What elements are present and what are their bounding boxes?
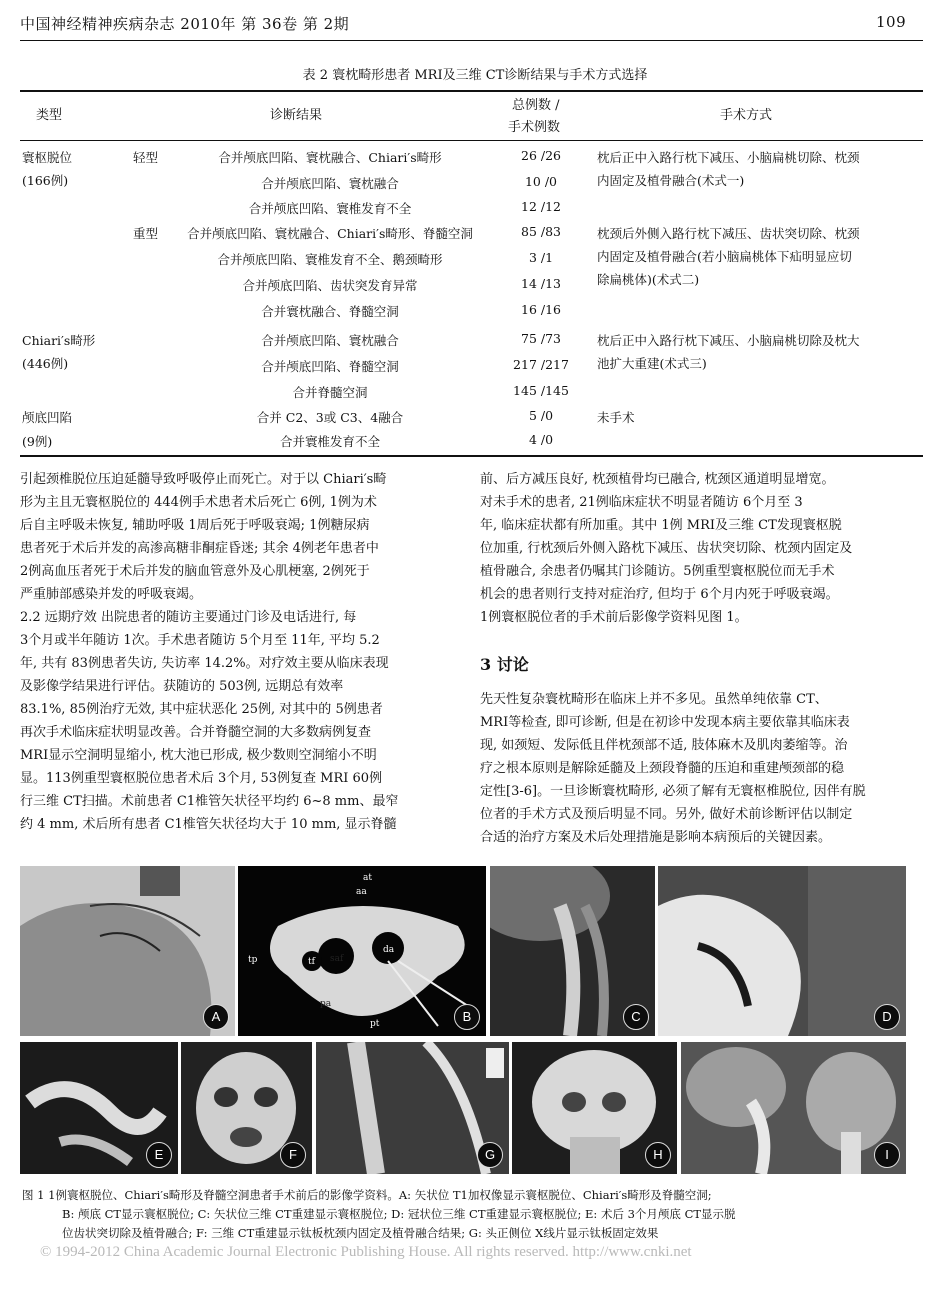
left-column — [20, 468, 460, 836]
label-da: da — [383, 945, 395, 955]
panel-label-f: F — [280, 1142, 306, 1168]
table-cell-count: 26 /26 — [521, 148, 561, 163]
text-line: 疗之根本原则是解除延髓及上颈段脊髓的压迫和重建颅颈部的稳 — [480, 761, 845, 776]
text-line: 2.2 远期疗效 出院患者的随访主要通过门诊及电话进行, 每 — [20, 610, 357, 625]
text-line: 患者死于术后并发的高渗高糖非酮症昏迷; 其余 4例老年患者中 — [20, 541, 379, 556]
text-line: 机会的患者则行支持对症治疗, 但均于 6个月内死于呼吸衰竭。 — [480, 587, 839, 602]
table-row: 合并颅底凹陷、寰枕融合、Chiari′s畸形、脊髓空洞 — [187, 226, 473, 241]
panel-label-b: B — [454, 1004, 480, 1030]
subgroup-severe: 重型 — [133, 226, 159, 241]
figure-panel-i — [681, 1042, 906, 1174]
caption-line: 图 1 1例寰枢脱位、Chiari′s畸形及脊髓空洞患者手术前后的影像学资料。A: 矢状位 T1加权像显示寰枢脱位、Chiari′s畸形及脊髓空洞; — [22, 1188, 712, 1202]
table-row: 合并寰椎发育不全 — [279, 434, 380, 449]
figure-panel-g — [316, 1042, 509, 1174]
header-rule — [20, 40, 923, 41]
panel-label-a: A — [203, 1004, 229, 1030]
table-cell-count: 10 /0 — [524, 174, 558, 189]
text-line: 合适的治疗方案及术后处理措施是影响本病预后的关键因素。 — [480, 830, 832, 845]
text-line: 定性[3-6]。一旦诊断寰枕畸形, 必须了解有无寰枢椎脱位, 因伴有脱 — [480, 784, 866, 799]
text-line: MRI显示空洞明显缩小, 枕大池已形成, 极少数则空洞缩小不明 — [20, 748, 377, 763]
table-row: 合并颅底凹陷、寰椎发育不全 — [248, 201, 412, 216]
figure-panel-d — [658, 866, 906, 1036]
figure-panel-c — [490, 866, 655, 1036]
skull-base-ct — [238, 866, 486, 1036]
table-cell-count: 217 /217 — [513, 357, 569, 372]
table-bottom-rule — [20, 455, 923, 457]
table-row: 合并颅底凹陷、寰椎发育不全、鹅颈畸形 — [217, 252, 443, 267]
table-row: 合并颅底凹陷、齿状突发育异常 — [242, 278, 418, 293]
label-at: at — [363, 873, 372, 883]
figure-panel-e — [20, 1042, 178, 1174]
surgery-method-1: 枕后正中入路行枕下减压、小脑扁桃切除、枕颈 — [597, 150, 860, 165]
label-aa: aa — [356, 887, 367, 897]
figure-panel-f — [181, 1042, 312, 1174]
text-line: 显。113例重型寰枢脱位患者术后 3个月, 53例复查 MRI 60例 — [20, 771, 383, 786]
figure-panel-h — [512, 1042, 677, 1174]
text-line: 3个月或半年随访 1次。手术患者随访 5个月至 11年, 平均 5.2 — [20, 633, 380, 648]
surgery-method-2: 枕颈后外侧入路行枕下减压、齿状突切除、枕颈 — [597, 226, 860, 241]
text-line: 及影像学结果进行评估。获随访的 503例, 远期总有效率 — [20, 679, 344, 694]
page-number: 109 — [876, 13, 907, 31]
panel-label-g: G — [477, 1142, 503, 1168]
col-header-surgery: 手术方式 — [720, 108, 773, 123]
surgery-method-3: 枕后正中入路行枕下减压、小脑扁桃切除及枕大 — [597, 333, 860, 348]
group-atlantoaxial-n: (166例) — [22, 173, 69, 188]
table-cell-count: 145 /145 — [513, 383, 569, 398]
table-cell-count: 14 /13 — [521, 276, 561, 291]
table-row: 合并寰枕融合、脊髓空洞 — [261, 304, 399, 319]
panel-label-i: I — [874, 1142, 900, 1168]
table-cell-count: 75 /73 — [521, 331, 561, 346]
text-line: 先天性复杂寰枕畸形在临床上并不多见。虽然单纯依靠 CT、 — [480, 692, 828, 707]
table-row: 合并颅底凹陷、寰枕融合、Chiari′s畸形 — [218, 150, 442, 165]
table-cell-count: 16 /16 — [521, 302, 561, 317]
label-tf: tf — [308, 957, 315, 967]
right-column-bottom — [480, 688, 920, 849]
text-line: MRI等检查, 即可诊断, 但是在初诊中发现本病主要依靠其临床表 — [480, 715, 850, 730]
text-line: 后自主呼吸未恢复, 辅助呼吸 1周后死于呼吸衰竭; 1例糖尿病 — [20, 518, 370, 533]
right-column-top — [480, 468, 920, 629]
table-row: 合并颅底凹陷、寰枕融合 — [261, 176, 399, 191]
table-cell-count: 12 /12 — [521, 199, 561, 214]
text-line: 年, 共有 83例患者失访, 失访率 14.2%。对疗效主要从临床表现 — [20, 656, 389, 671]
group-chiari: Chiari′s畸形 — [22, 333, 96, 348]
col-header-count: 总例数 / — [512, 98, 560, 113]
text-line: 位加重, 行枕颈后外侧入路枕下减压、齿状突切除、枕颈内固定及 — [480, 541, 853, 556]
surgery-method-2b: 内固定及植骨融合(若小脑扁桃体下疝明显应切 — [597, 249, 852, 264]
figure-panel-a — [20, 866, 235, 1036]
text-line: 行三维 CT扫描。术前患者 C1椎管矢状径平均约 6~8 mm、最窄 — [20, 794, 399, 809]
table-header-rule — [20, 140, 923, 141]
panel-label-c: C — [623, 1004, 649, 1030]
group-basilar: 颅底凹陷 — [22, 410, 73, 425]
figure-panel-b — [238, 866, 486, 1036]
table-row: 合并颅底凹陷、寰枕融合 — [261, 333, 399, 348]
panel-label-d: D — [874, 1004, 900, 1030]
text-line: 年, 临床症状都有所加重。其中 1例 MRI及三维 CT发现寰枢脱 — [480, 518, 842, 533]
label-pa: pa — [320, 999, 332, 1009]
text-line: 形为主且无寰枢脱位的 444例手术患者术后死亡 6例, 1例为术 — [20, 495, 377, 510]
text-line: 约 4 mm, 术后所有患者 C1椎管矢状径均大于 10 mm, 显示脊髓 — [20, 817, 397, 832]
copyright-footer: © 1994-2012 China Academic Journal Electronic Publishing House. All rights reserved. http://www.cnki.net — [40, 1244, 692, 1260]
group-atlantoaxial: 寰枢脱位 — [22, 150, 73, 165]
surgery-none: 未手术 — [597, 410, 635, 425]
table-top-rule — [20, 90, 923, 92]
caption-line: 位齿状突切除及植骨融合; F: 三维 CT重建显示钛板枕颈内固定及植骨融合结果; G: 头正侧位 X线片显示钛板固定效果 — [62, 1226, 659, 1240]
surgery-method-3b: 池扩大重建(术式三) — [597, 356, 707, 371]
label-tp: tp — [248, 955, 258, 965]
xray-lateral-frontal — [681, 1042, 906, 1174]
table-row: 合并颅底凹陷、脊髓空洞 — [261, 359, 399, 374]
caption-line: B: 颅底 CT显示寰枢脱位; C: 矢状位三维 CT重建显示寰枢脱位; D: 冠状位三维 CT重建显示寰枢脱位; E: 术后 3个月颅底 CT显示脱 — [62, 1207, 736, 1221]
coronal-3d-ct — [658, 866, 906, 1036]
text-line: 引起颈椎脱位压迫延髓导致呼吸停止而死亡。对于以 Chiari′s畸 — [20, 472, 387, 487]
table-row: 合并脊髓空洞 — [292, 385, 368, 400]
text-line: 植骨融合, 余患者仍嘱其门诊随访。5例重型寰枢脱位而无手术 — [480, 564, 835, 579]
col-header-diagnosis: 诊断结果 — [270, 108, 323, 123]
table-title: 表 2 寰枕畸形患者 MRI及三维 CT诊断结果与手术方式选择 — [302, 68, 648, 83]
table-cell-count: 4 /0 — [528, 432, 554, 447]
section-title-discussion: 3 讨论 — [480, 655, 529, 674]
group-basilar-n: (9例) — [22, 434, 53, 449]
text-line: 再次手术临床症状明显改善。合并脊髓空洞的大多数病例复查 — [20, 725, 372, 740]
surgery-method-2c: 除扁桃体)(术式二) — [597, 272, 700, 287]
text-line: 现, 如颈短、发际低且伴枕颈部不适, 肢体麻木及肌肉萎缩等。治 — [480, 738, 848, 753]
text-line: 83.1%, 85例治疗无效, 其中症状恶化 25例, 对其中的 5例患者 — [20, 702, 383, 717]
panel-label-e: E — [146, 1142, 172, 1168]
text-line: 1例寰枢脱位者的手术前后影像学资料见图 1。 — [480, 610, 748, 625]
text-line: 2例高血压者死于术后并发的脑血管意外及心肌梗塞, 2例死于 — [20, 564, 370, 579]
table-cell-count: 85 /83 — [521, 224, 561, 239]
panel-label-h: H — [645, 1142, 671, 1168]
text-line: 严重肺部感染并发的呼吸衰竭。 — [20, 587, 203, 602]
subgroup-mild: 轻型 — [133, 150, 159, 165]
col-header-count-2: 手术例数 — [508, 120, 561, 135]
head-sagittal-photo — [20, 866, 235, 1036]
table-cell-count: 3 /1 — [528, 250, 554, 265]
table-row: 合并 C2、3或 C3、4融合 — [256, 410, 404, 425]
text-line: 位者的手术方式及预后明显不同。另外, 做好术前诊断评估以制定 — [480, 807, 853, 822]
journal-header: 中国神经精神疾病杂志 2010年 第 36卷 第 2期 — [20, 15, 350, 33]
text-line: 对未手术的患者, 21例临床症状不明显者随访 6个月至 3 — [480, 495, 803, 510]
group-chiari-n: (446例) — [22, 356, 69, 371]
surgery-method-1b: 内固定及植骨融合(术式一) — [597, 173, 745, 188]
text-line: 前、后方减压良好, 枕颈植骨均已融合, 枕颈区通道明显增宽。 — [480, 472, 835, 487]
col-header-type: 类型 — [36, 108, 63, 123]
table-cell-count: 5 /0 — [528, 408, 554, 423]
figure-caption — [22, 1186, 922, 1243]
label-pt: pt — [370, 1019, 380, 1029]
label-saf: saf — [330, 954, 344, 964]
